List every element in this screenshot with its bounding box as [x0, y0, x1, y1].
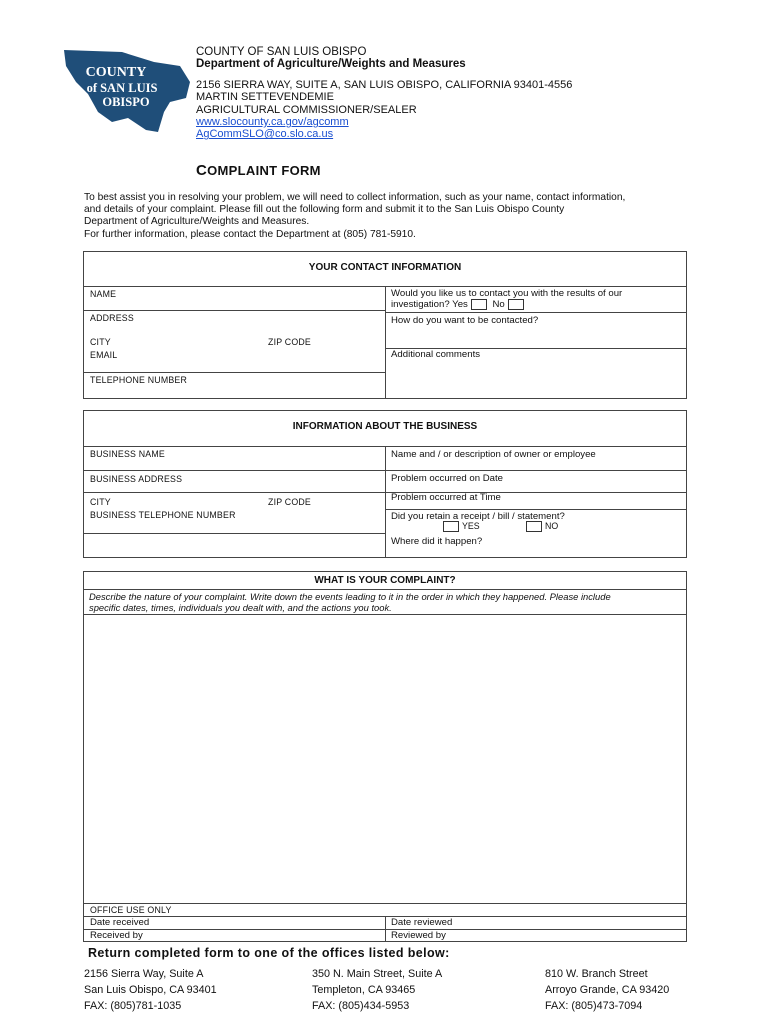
- receipt-yes-checkbox[interactable]: [443, 521, 459, 532]
- yes-checkbox[interactable]: [471, 299, 487, 310]
- form-title-rest: OMPLAINT FORM: [207, 163, 321, 178]
- contact-q-line2: investigation?: [391, 299, 450, 311]
- date-received-field[interactable]: Date received: [90, 917, 150, 928]
- complaint-instructions: [89, 591, 679, 613]
- letterhead: [196, 46, 572, 141]
- business-zip-field[interactable]: ZIP CODE: [268, 497, 311, 507]
- no-label: No: [492, 299, 505, 311]
- email-link[interactable]: AgCommSLO@co.slo.ca.us: [196, 128, 334, 141]
- receipt-no-option[interactable]: [523, 521, 558, 532]
- receipt-no-label: NO: [545, 521, 559, 531]
- office-use-heading: OFFICE USE ONLY: [90, 905, 172, 915]
- logo-text-3: OBISPO: [102, 95, 150, 109]
- return-instructions: Return completed form to one of the offices listed below:: [88, 946, 450, 960]
- complaint-instr-2: specific dates, times, individuals you dealt with, and the actions you took.: [89, 602, 392, 613]
- office-ag-city: Arroyo Grande, CA 93420: [545, 984, 670, 996]
- county-name: COUNTY OF SAN LUIS OBISPO: [196, 46, 367, 58]
- problem-time-field[interactable]: Problem occurred at Time: [391, 492, 501, 503]
- complaint-textarea[interactable]: [84, 615, 686, 902]
- logo-text-2: of SAN LUIS: [86, 81, 158, 95]
- business-heading: INFORMATION ABOUT THE BUSINESS: [292, 421, 478, 432]
- contact-heading: YOUR CONTACT INFORMATION: [308, 262, 462, 273]
- receipt-yes-label: YES: [462, 521, 480, 531]
- office-ag-street: 810 W. Branch Street: [545, 968, 648, 980]
- problem-date-field[interactable]: Problem occurred on Date: [391, 473, 503, 484]
- intro-line-2: and details of your complaint. Please fill out the following form and submit it to the San Luis Obispo County: [84, 204, 565, 216]
- business-city-field[interactable]: CITY: [90, 497, 111, 507]
- where-happened-field[interactable]: Where did it happen?: [391, 536, 483, 547]
- zip-field[interactable]: ZIP CODE: [268, 337, 311, 347]
- logo-text-1: COUNTY: [85, 65, 147, 80]
- telephone-field[interactable]: TELEPHONE NUMBER: [90, 375, 188, 385]
- office-arroyo-grande: [545, 966, 669, 1014]
- receipt-no-checkbox[interactable]: [526, 521, 542, 532]
- county-logo: [62, 46, 192, 136]
- contact-results-question: [391, 288, 622, 310]
- intro-text: [84, 192, 684, 241]
- no-checkbox[interactable]: [508, 299, 524, 310]
- how-contacted-field[interactable]: How do you want to be contacted?: [391, 315, 539, 326]
- intro-line-4: For further information, please contact the Department at (805) 781-5910.: [84, 228, 416, 240]
- email-field[interactable]: EMAIL: [90, 350, 118, 360]
- business-name-field[interactable]: BUSINESS NAME: [90, 449, 165, 459]
- commissioner-name: MARTIN SETTEVENDEMIE: [196, 91, 334, 104]
- website-link[interactable]: www.slocounty.ca.gov/agcomm: [196, 116, 349, 129]
- complaint-instr-1: Describe the nature of your complaint. Write down the events leading to it in the order in which they happened. Please include: [89, 591, 611, 602]
- office-templeton: [312, 966, 442, 1014]
- reviewed-by-field[interactable]: Reviewed by: [391, 930, 446, 941]
- name-field[interactable]: NAME: [90, 289, 117, 299]
- office-slo-street: 2156 Sierra Way, Suite A: [84, 968, 204, 980]
- commissioner-title: AGRICULTURAL COMMISSIONER/SEALER: [196, 103, 417, 116]
- department-name: Department of Agriculture/Weights and Measures: [196, 58, 466, 71]
- contact-q-line1: Would you like us to contact you with the results of our: [391, 288, 623, 299]
- receipt-question: Did you retain a receipt / bill / statement?: [391, 511, 565, 522]
- business-telephone-field[interactable]: BUSINESS TELEPHONE NUMBER: [90, 510, 236, 520]
- office-templeton-fax: FAX: (805)434-5953: [312, 1000, 410, 1012]
- complaint-heading: WHAT IS YOUR COMPLAINT?: [314, 575, 456, 586]
- intro-line-1: To best assist you in resolving your problem, we will need to collect information, such as your name, contact information,: [84, 192, 626, 203]
- form-title: COMPLAINT FORM: [196, 162, 321, 179]
- intro-line-3: Department of Agriculture/Weights and Measures.: [84, 216, 310, 228]
- office-slo-fax: FAX: (805)781-1035: [84, 1000, 182, 1012]
- yes-label: Yes: [452, 299, 468, 311]
- office-slo-city: San Luis Obispo, CA 93401: [84, 984, 217, 996]
- additional-comments-field[interactable]: Additional comments: [391, 349, 481, 360]
- received-by-field[interactable]: Received by: [90, 930, 143, 941]
- date-reviewed-field[interactable]: Date reviewed: [391, 917, 453, 928]
- owner-description-field[interactable]: Name and / or description of owner or employee: [391, 449, 596, 460]
- office-templeton-city: Templeton, CA 93465: [312, 984, 416, 996]
- address-field[interactable]: ADDRESS: [90, 313, 134, 323]
- office-address: 2156 SIERRA WAY, SUITE A, SAN LUIS OBISPO, CALIFORNIA 93401-4556: [196, 78, 573, 91]
- city-field[interactable]: CITY: [90, 337, 111, 347]
- office-templeton-street: 350 N. Main Street, Suite A: [312, 968, 443, 980]
- receipt-yes-option[interactable]: [440, 521, 480, 532]
- business-address-field[interactable]: BUSINESS ADDRESS: [90, 474, 183, 484]
- office-ag-fax: FAX: (805)473-7094: [545, 1000, 643, 1012]
- office-slo: [84, 966, 217, 1014]
